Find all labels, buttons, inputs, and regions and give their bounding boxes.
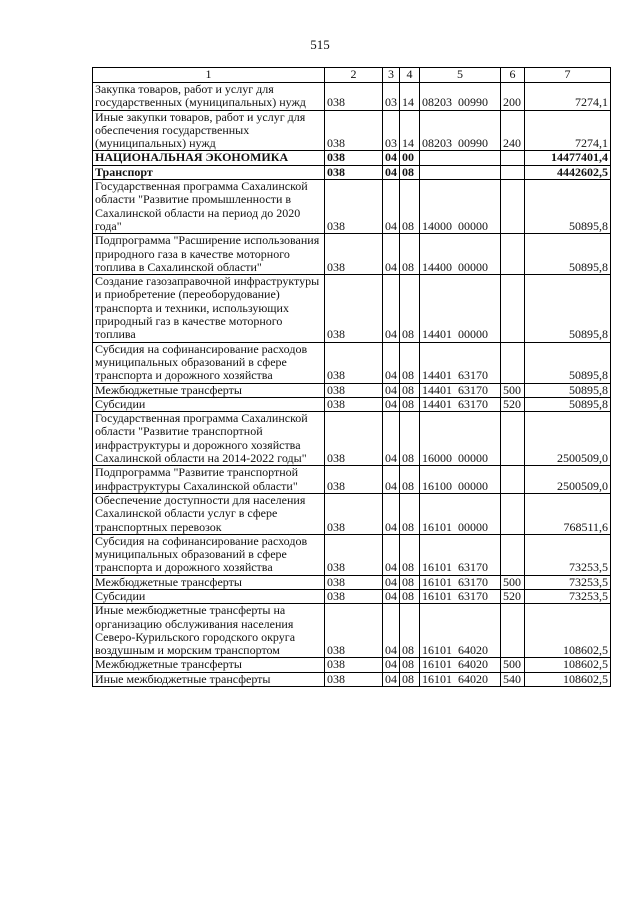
row-pr-cell: 08 xyxy=(400,275,420,342)
row-rz-cell: 04 xyxy=(383,151,400,165)
row-rz-cell: 04 xyxy=(383,165,400,179)
table-row xyxy=(93,275,611,342)
row-ved-cell: 038 xyxy=(325,275,383,342)
row-rz-cell: 04 xyxy=(383,493,400,534)
row-rz-cell: 04 xyxy=(383,575,400,589)
row-name-cell: Субсидия на софинансирование расходов муниципальных образований в сфере транспорта и дорожного хозяйства xyxy=(93,342,325,383)
row-pr-cell: 08 xyxy=(400,534,420,575)
row-sum-cell: 50895,8 xyxy=(525,180,611,234)
row-ved-cell: 038 xyxy=(325,672,383,686)
row-rz-cell: 04 xyxy=(383,397,400,411)
row-pr-cell: 08 xyxy=(400,658,420,672)
row-pr-cell: 08 xyxy=(400,397,420,411)
row-sum-cell: 7274,1 xyxy=(525,83,611,111)
row-name-cell: Иные межбюджетные трансферты на организацию обслуживания населения Северо-Курильского городского округа воздушным и морским транспортом xyxy=(93,604,325,658)
row-name-cell: Субсидии xyxy=(93,397,325,411)
row-sum-cell: 50895,8 xyxy=(525,397,611,411)
row-vr-cell xyxy=(501,466,525,494)
row-sum-cell: 2500509,0 xyxy=(525,466,611,494)
row-rz-cell: 04 xyxy=(383,180,400,234)
row-name-cell: Закупка товаров, работ и услуг для государственных (муниципальных) нужд xyxy=(93,83,325,111)
row-ved-cell: 038 xyxy=(325,234,383,275)
row-pr-cell: 08 xyxy=(400,575,420,589)
row-ved-cell: 038 xyxy=(325,151,383,165)
row-csr-cell: 08203 00990 xyxy=(420,83,501,111)
row-vr-cell xyxy=(501,151,525,165)
row-vr-cell: 520 xyxy=(501,589,525,603)
row-pr-cell: 00 xyxy=(400,151,420,165)
row-pr-cell: 08 xyxy=(400,234,420,275)
row-pr-cell: 08 xyxy=(400,383,420,397)
row-name-cell: Межбюджетные трансферты xyxy=(93,575,325,589)
table-row xyxy=(93,165,611,179)
row-vr-cell: 520 xyxy=(501,397,525,411)
row-vr-cell: 540 xyxy=(501,672,525,686)
row-sum-cell: 73253,5 xyxy=(525,575,611,589)
row-pr-cell: 08 xyxy=(400,672,420,686)
row-vr-cell: 240 xyxy=(501,110,525,151)
row-ved-cell: 038 xyxy=(325,658,383,672)
row-vr-cell xyxy=(501,534,525,575)
row-sum-cell: 2500509,0 xyxy=(525,412,611,466)
table-row xyxy=(93,342,611,383)
row-ved-cell: 038 xyxy=(325,493,383,534)
header-row xyxy=(93,68,611,83)
column-header: 2 xyxy=(325,68,383,83)
row-ved-cell: 038 xyxy=(325,397,383,411)
row-vr-cell xyxy=(501,604,525,658)
column-header: 3 xyxy=(383,68,400,83)
row-sum-cell: 108602,5 xyxy=(525,604,611,658)
row-rz-cell: 04 xyxy=(383,383,400,397)
row-csr-cell: 14400 00000 xyxy=(420,234,501,275)
row-csr-cell: 16000 00000 xyxy=(420,412,501,466)
row-rz-cell: 04 xyxy=(383,466,400,494)
row-rz-cell: 04 xyxy=(383,672,400,686)
row-csr-cell: 16101 63170 xyxy=(420,589,501,603)
row-vr-cell xyxy=(501,275,525,342)
row-name-cell: Субсидия на софинансирование расходов муниципальных образований в сфере транспорта и дорожного хозяйства xyxy=(93,534,325,575)
row-sum-cell: 108602,5 xyxy=(525,658,611,672)
row-sum-cell: 50895,8 xyxy=(525,234,611,275)
row-pr-cell: 08 xyxy=(400,165,420,179)
row-csr-cell: 14401 63170 xyxy=(420,383,501,397)
row-sum-cell: 768511,6 xyxy=(525,493,611,534)
row-name-cell: Межбюджетные трансферты xyxy=(93,658,325,672)
row-name-cell: Иные межбюджетные трансферты xyxy=(93,672,325,686)
table-row xyxy=(93,534,611,575)
row-csr-cell xyxy=(420,165,501,179)
row-name-cell: Транспорт xyxy=(93,165,325,179)
row-sum-cell: 73253,5 xyxy=(525,534,611,575)
row-pr-cell: 14 xyxy=(400,110,420,151)
row-vr-cell: 200 xyxy=(501,83,525,111)
row-name-cell: Государственная программа Сахалинской области "Развитие транспортной инфраструктуры и дорожного хозяйства Сахалинской области на 2014-2022 годы" xyxy=(93,412,325,466)
row-vr-cell xyxy=(501,234,525,275)
row-vr-cell xyxy=(501,493,525,534)
row-pr-cell: 08 xyxy=(400,180,420,234)
row-ved-cell: 038 xyxy=(325,165,383,179)
row-csr-cell xyxy=(420,151,501,165)
row-sum-cell: 4442602,5 xyxy=(525,165,611,179)
column-header: 5 xyxy=(420,68,501,83)
row-sum-cell: 7274,1 xyxy=(525,110,611,151)
row-ved-cell: 038 xyxy=(325,342,383,383)
row-csr-cell: 16101 63170 xyxy=(420,534,501,575)
row-sum-cell: 14477401,4 xyxy=(525,151,611,165)
column-header: 6 xyxy=(501,68,525,83)
row-rz-cell: 04 xyxy=(383,412,400,466)
table-row xyxy=(93,180,611,234)
row-pr-cell: 08 xyxy=(400,466,420,494)
row-csr-cell: 16101 64020 xyxy=(420,672,501,686)
table-row xyxy=(93,466,611,494)
row-pr-cell: 08 xyxy=(400,589,420,603)
row-vr-cell: 500 xyxy=(501,383,525,397)
table-row xyxy=(93,604,611,658)
row-pr-cell: 08 xyxy=(400,342,420,383)
row-vr-cell xyxy=(501,180,525,234)
table-row xyxy=(93,234,611,275)
row-name-cell: Межбюджетные трансферты xyxy=(93,383,325,397)
row-name-cell: Иные закупки товаров, работ и услуг для обеспечения государственных (муниципальных) нужд xyxy=(93,110,325,151)
column-header: 7 xyxy=(525,68,611,83)
row-csr-cell: 14401 63170 xyxy=(420,397,501,411)
row-ved-cell: 038 xyxy=(325,383,383,397)
row-rz-cell: 03 xyxy=(383,83,400,111)
row-sum-cell: 50895,8 xyxy=(525,275,611,342)
row-csr-cell: 16101 64020 xyxy=(420,658,501,672)
row-ved-cell: 038 xyxy=(325,466,383,494)
row-rz-cell: 04 xyxy=(383,342,400,383)
row-ved-cell: 038 xyxy=(325,110,383,151)
row-sum-cell: 73253,5 xyxy=(525,589,611,603)
row-ved-cell: 038 xyxy=(325,575,383,589)
row-name-cell: Создание газозаправочной инфраструктуры и приобретение (переоборудование) транспорта и техники, использующих природный газ в качестве моторного топлива xyxy=(93,275,325,342)
row-name-cell: Подпрограмма "Расширение использования природного газа в качестве моторного топлива в Сахалинской области" xyxy=(93,234,325,275)
row-vr-cell xyxy=(501,342,525,383)
page-number: 515 xyxy=(310,37,330,52)
row-sum-cell: 108602,5 xyxy=(525,672,611,686)
row-name-cell: Государственная программа Сахалинской области "Развитие промышленности в Сахалинской области на период до 2020 года" xyxy=(93,180,325,234)
row-csr-cell: 14000 00000 xyxy=(420,180,501,234)
column-header: 4 xyxy=(400,68,420,83)
table-row xyxy=(93,83,611,111)
column-header: 1 xyxy=(93,68,325,83)
table-row xyxy=(93,110,611,151)
row-rz-cell: 04 xyxy=(383,589,400,603)
row-csr-cell: 16101 64020 xyxy=(420,604,501,658)
budget-table xyxy=(92,67,611,687)
table-row xyxy=(93,397,611,411)
row-pr-cell: 14 xyxy=(400,83,420,111)
row-ved-cell: 038 xyxy=(325,83,383,111)
row-name-cell: Обеспечение доступности для населения Сахалинской области услуг в сфере транспортных перевозок xyxy=(93,493,325,534)
row-csr-cell: 08203 00990 xyxy=(420,110,501,151)
row-pr-cell: 08 xyxy=(400,604,420,658)
row-ved-cell: 038 xyxy=(325,589,383,603)
table-row xyxy=(93,383,611,397)
row-sum-cell: 50895,8 xyxy=(525,342,611,383)
row-ved-cell: 038 xyxy=(325,604,383,658)
row-rz-cell: 04 xyxy=(383,534,400,575)
row-vr-cell xyxy=(501,412,525,466)
row-rz-cell: 04 xyxy=(383,604,400,658)
row-vr-cell: 500 xyxy=(501,658,525,672)
row-ved-cell: 038 xyxy=(325,412,383,466)
table-row xyxy=(93,412,611,466)
row-pr-cell: 08 xyxy=(400,412,420,466)
row-vr-cell xyxy=(501,165,525,179)
table-row xyxy=(93,575,611,589)
row-ved-cell: 038 xyxy=(325,180,383,234)
row-rz-cell: 04 xyxy=(383,234,400,275)
table-row xyxy=(93,151,611,165)
row-csr-cell: 14401 63170 xyxy=(420,342,501,383)
row-rz-cell: 04 xyxy=(383,658,400,672)
row-csr-cell: 16101 63170 xyxy=(420,575,501,589)
row-ved-cell: 038 xyxy=(325,534,383,575)
row-name-cell: Подпрограмма "Развитие транспортной инфраструктуры Сахалинской области" xyxy=(93,466,325,494)
row-pr-cell: 08 xyxy=(400,493,420,534)
row-csr-cell: 14401 00000 xyxy=(420,275,501,342)
row-rz-cell: 04 xyxy=(383,275,400,342)
row-name-cell: Субсидии xyxy=(93,589,325,603)
row-rz-cell: 03 xyxy=(383,110,400,151)
table-row xyxy=(93,658,611,672)
row-vr-cell: 500 xyxy=(501,575,525,589)
row-csr-cell: 16101 00000 xyxy=(420,493,501,534)
row-sum-cell: 50895,8 xyxy=(525,383,611,397)
table-row xyxy=(93,589,611,603)
table-row xyxy=(93,672,611,686)
table-row xyxy=(93,493,611,534)
row-csr-cell: 16100 00000 xyxy=(420,466,501,494)
row-name-cell: НАЦИОНАЛЬНАЯ ЭКОНОМИКА xyxy=(93,151,325,165)
